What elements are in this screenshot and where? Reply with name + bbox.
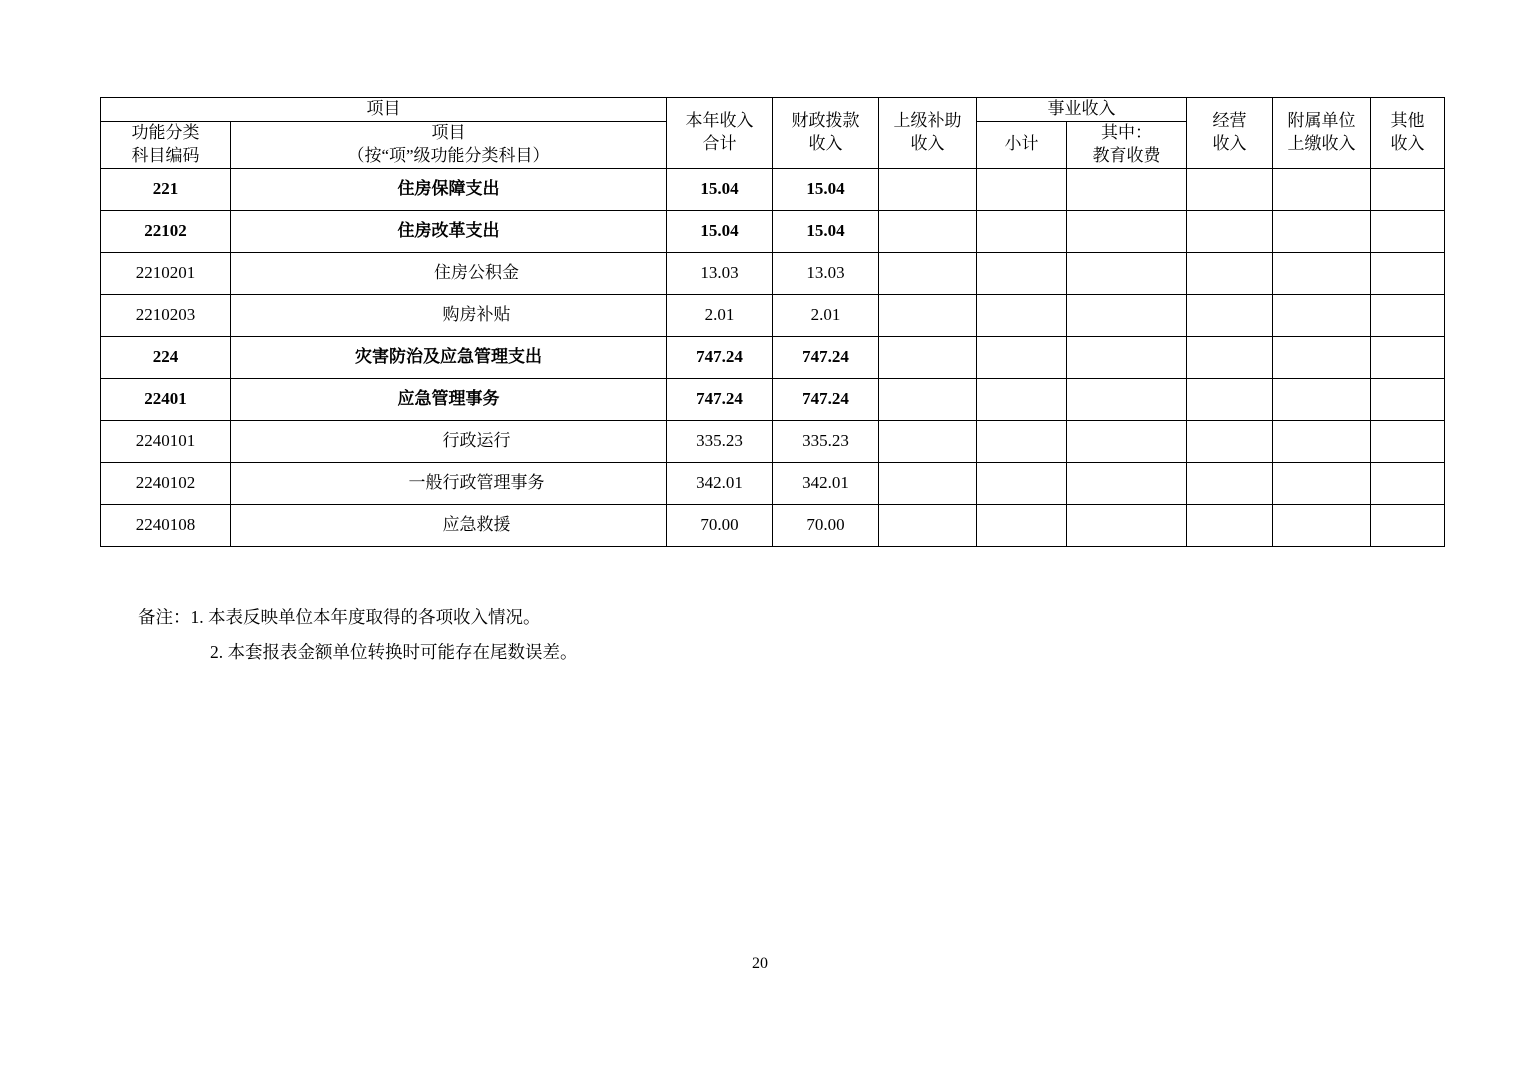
header-superior-line1: 上级补助: [893, 110, 962, 130]
cell-function-code: 22102: [101, 210, 231, 252]
cell-superior-subsidy: [879, 252, 977, 294]
header-business-ofwhich-line2: 教育收费: [1092, 145, 1161, 165]
cell-other-income: [1371, 336, 1445, 378]
cell-other-income: [1371, 378, 1445, 420]
cell-operating-income: [1187, 336, 1273, 378]
cell-function-code: 2240101: [101, 420, 231, 462]
cell-business-subtotal: [977, 420, 1067, 462]
cell-item-name: 住房改革支出: [231, 210, 667, 252]
header-business-ofwhich-line1: 其中：: [1101, 122, 1152, 142]
cell-business-education-fee: [1067, 168, 1187, 210]
cell-operating-income: [1187, 168, 1273, 210]
cell-fiscal-appropriation: 747.24: [773, 336, 879, 378]
income-table: [100, 97, 1445, 547]
cell-business-education-fee: [1067, 462, 1187, 504]
table-row: [101, 252, 1445, 294]
table-row: [101, 294, 1445, 336]
cell-other-income: [1371, 210, 1445, 252]
table-notes: [100, 600, 1300, 670]
cell-business-subtotal: [977, 462, 1067, 504]
cell-fiscal-appropriation: 747.24: [773, 378, 879, 420]
cell-business-education-fee: [1067, 294, 1187, 336]
cell-function-code: 22401: [101, 378, 231, 420]
cell-business-education-fee: [1067, 378, 1187, 420]
cell-superior-subsidy: [879, 336, 977, 378]
cell-operating-income: [1187, 294, 1273, 336]
cell-item-name: 行政运行: [231, 420, 667, 462]
header-fiscal-line2: 收入: [808, 133, 843, 153]
cell-operating-income: [1187, 210, 1273, 252]
cell-superior-subsidy: [879, 378, 977, 420]
header-operating-income: [1187, 98, 1273, 169]
header-total-income: [667, 98, 773, 169]
header-item-name-line2: （按“项”级功能分类科目）: [347, 145, 550, 165]
cell-function-code: 2240102: [101, 462, 231, 504]
cell-total-income: 2.01: [667, 294, 773, 336]
cell-function-code: 2210203: [101, 294, 231, 336]
cell-affiliated-remittance: [1273, 252, 1371, 294]
cell-function-code: 2240108: [101, 504, 231, 546]
cell-function-code: 2210201: [101, 252, 231, 294]
table-row: [101, 462, 1445, 504]
cell-affiliated-remittance: [1273, 210, 1371, 252]
header-affiliated-remittance: [1273, 98, 1371, 169]
header-fiscal-line1: 财政拨款: [791, 110, 860, 130]
cell-item-name: 一般行政管理事务: [231, 462, 667, 504]
cell-fiscal-appropriation: 70.00: [773, 504, 879, 546]
cell-total-income: 342.01: [667, 462, 773, 504]
cell-business-subtotal: [977, 210, 1067, 252]
cell-operating-income: [1187, 420, 1273, 462]
cell-superior-subsidy: [879, 294, 977, 336]
header-total-income-line1: 本年收入: [685, 110, 754, 130]
cell-business-subtotal: [977, 336, 1067, 378]
cell-other-income: [1371, 294, 1445, 336]
cell-business-subtotal: [977, 504, 1067, 546]
cell-affiliated-remittance: [1273, 420, 1371, 462]
income-table-container: [100, 97, 1425, 547]
cell-total-income: 747.24: [667, 336, 773, 378]
header-operating-line2: 收入: [1212, 133, 1247, 153]
header-operating-line1: 经营: [1212, 110, 1247, 130]
cell-business-subtotal: [977, 378, 1067, 420]
cell-affiliated-remittance: [1273, 378, 1371, 420]
cell-other-income: [1371, 168, 1445, 210]
cell-operating-income: [1187, 504, 1273, 546]
cell-other-income: [1371, 462, 1445, 504]
cell-function-code: 221: [101, 168, 231, 210]
cell-total-income: 335.23: [667, 420, 773, 462]
cell-business-education-fee: [1067, 504, 1187, 546]
cell-superior-subsidy: [879, 504, 977, 546]
cell-business-education-fee: [1067, 252, 1187, 294]
header-item-group: 项目: [101, 98, 667, 122]
cell-operating-income: [1187, 378, 1273, 420]
cell-total-income: 70.00: [667, 504, 773, 546]
cell-item-name: 应急救援: [231, 504, 667, 546]
cell-item-name: 购房补贴: [231, 294, 667, 336]
cell-superior-subsidy: [879, 210, 977, 252]
cell-item-name: 灾害防治及应急管理支出: [231, 336, 667, 378]
cell-item-name: 住房公积金: [231, 252, 667, 294]
header-affiliated-line2: 上缴收入: [1287, 133, 1356, 153]
cell-function-code: 224: [101, 336, 231, 378]
cell-business-education-fee: [1067, 336, 1187, 378]
table-row: [101, 378, 1445, 420]
table-row: [101, 210, 1445, 252]
header-fiscal-appropriation: [773, 98, 879, 169]
header-business-income-group: 事业收入: [977, 98, 1187, 122]
header-item-name: [231, 121, 667, 168]
table-row: [101, 336, 1445, 378]
cell-affiliated-remittance: [1273, 462, 1371, 504]
note-line-2: 2. 本套报表金额单位转换时可能存在尾数误差。: [210, 642, 578, 662]
cell-affiliated-remittance: [1273, 504, 1371, 546]
cell-fiscal-appropriation: 13.03: [773, 252, 879, 294]
cell-fiscal-appropriation: 2.01: [773, 294, 879, 336]
cell-affiliated-remittance: [1273, 336, 1371, 378]
cell-business-education-fee: [1067, 420, 1187, 462]
cell-total-income: 747.24: [667, 378, 773, 420]
cell-fiscal-appropriation: 15.04: [773, 168, 879, 210]
header-other-line1: 其他: [1390, 110, 1425, 130]
page-number: 20: [752, 955, 768, 972]
header-total-income-line2: 合计: [702, 133, 737, 153]
header-item-name-line1: 项目: [431, 122, 466, 142]
note-line-1: 备注：1. 本表反映单位本年度取得的各项收入情况。: [138, 607, 541, 627]
cell-business-education-fee: [1067, 210, 1187, 252]
cell-item-name: 住房保障支出: [231, 168, 667, 210]
header-other-income: [1371, 98, 1445, 169]
cell-operating-income: [1187, 252, 1273, 294]
cell-total-income: 15.04: [667, 168, 773, 210]
cell-affiliated-remittance: [1273, 294, 1371, 336]
cell-total-income: 15.04: [667, 210, 773, 252]
cell-superior-subsidy: [879, 420, 977, 462]
cell-item-name: 应急管理事务: [231, 378, 667, 420]
cell-business-subtotal: [977, 168, 1067, 210]
header-superior-line2: 收入: [910, 133, 945, 153]
header-function-code: [101, 121, 231, 168]
cell-total-income: 13.03: [667, 252, 773, 294]
header-superior-subsidy: [879, 98, 977, 169]
cell-superior-subsidy: [879, 168, 977, 210]
header-business-subtotal: 小计: [977, 121, 1067, 168]
header-function-code-line1: 功能分类: [131, 122, 200, 142]
header-other-line2: 收入: [1390, 133, 1425, 153]
cell-other-income: [1371, 504, 1445, 546]
table-row: [101, 504, 1445, 546]
cell-fiscal-appropriation: 342.01: [773, 462, 879, 504]
cell-affiliated-remittance: [1273, 168, 1371, 210]
cell-operating-income: [1187, 462, 1273, 504]
cell-other-income: [1371, 420, 1445, 462]
cell-other-income: [1371, 252, 1445, 294]
cell-superior-subsidy: [879, 462, 977, 504]
table-body: [101, 168, 1445, 546]
cell-fiscal-appropriation: 335.23: [773, 420, 879, 462]
cell-fiscal-appropriation: 15.04: [773, 210, 879, 252]
table-header-row-1: [101, 98, 1445, 122]
cell-business-subtotal: [977, 294, 1067, 336]
table-row: [101, 168, 1445, 210]
table-row: [101, 420, 1445, 462]
header-business-education-fee: [1067, 121, 1187, 168]
cell-business-subtotal: [977, 252, 1067, 294]
header-affiliated-line1: 附属单位: [1287, 110, 1356, 130]
header-function-code-line2: 科目编码: [131, 145, 200, 165]
